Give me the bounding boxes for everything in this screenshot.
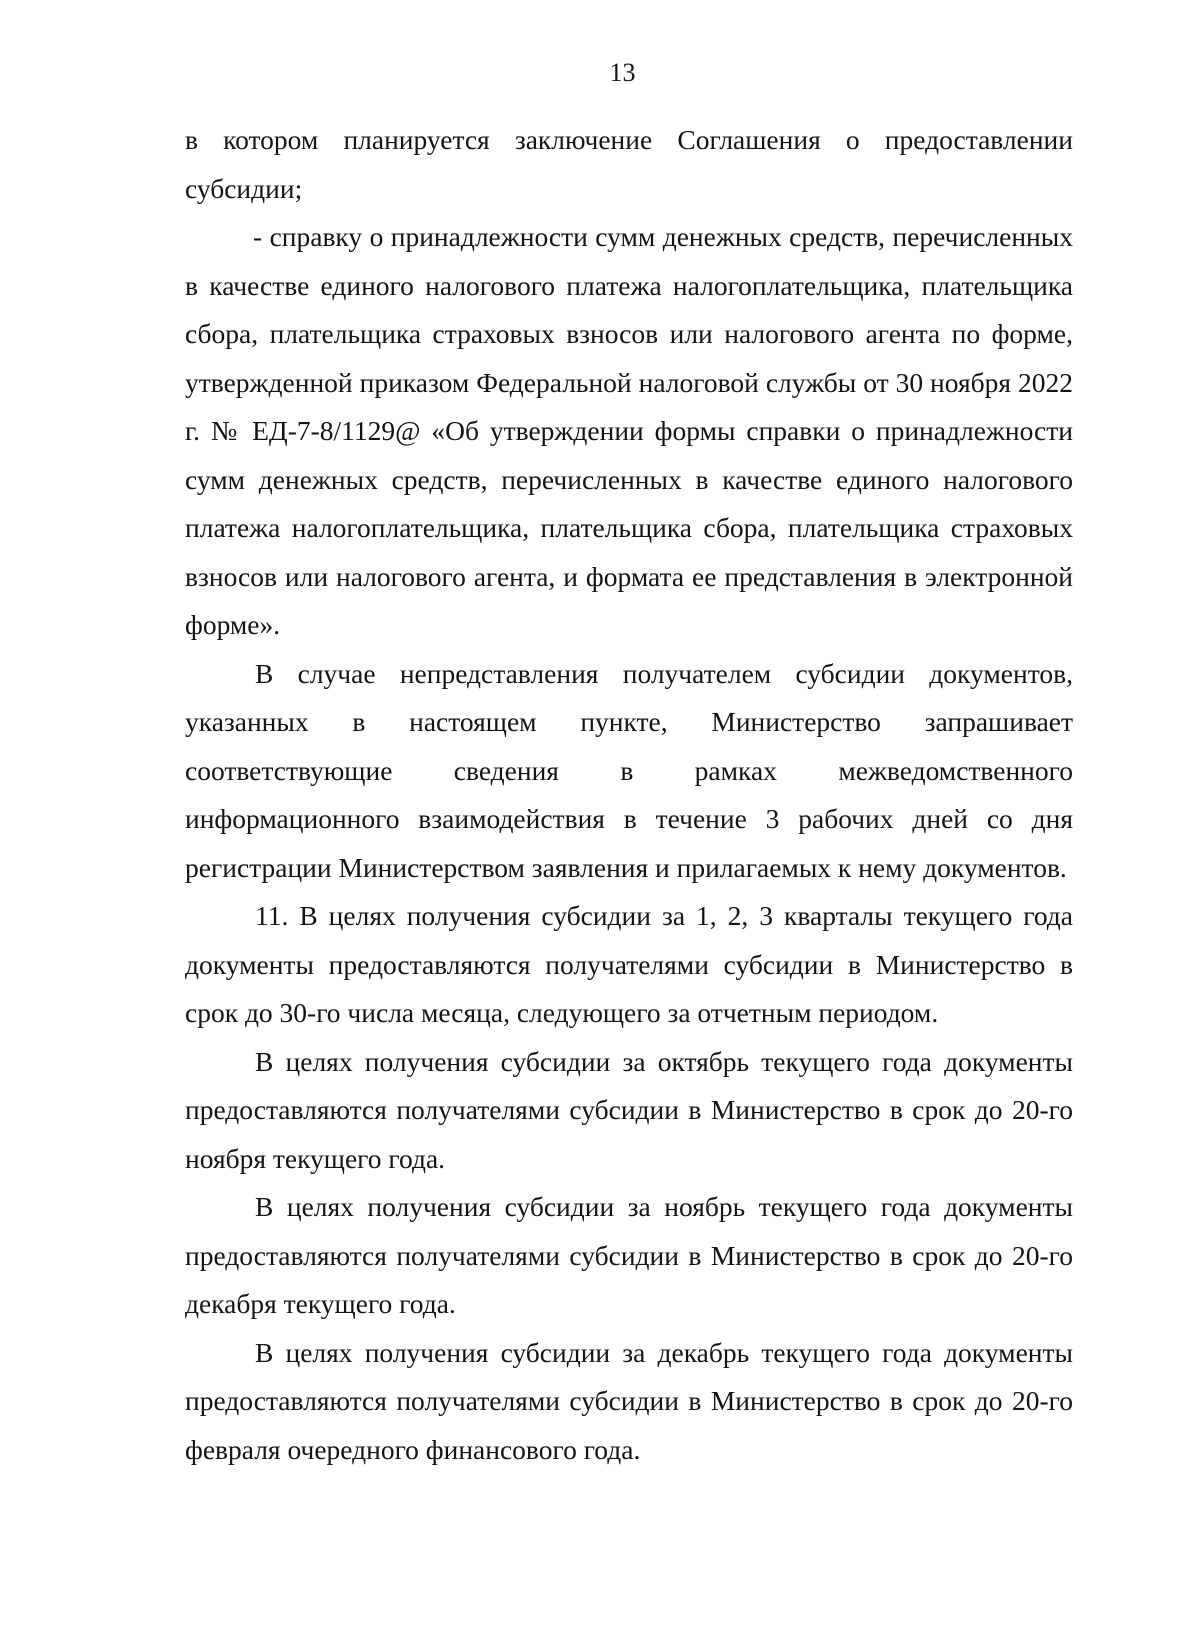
paragraph-non-submission: В случае непредставления получателем субсидии документов, указанных в настоящем пункте, Министерство запрашивает соответствующие сведения в рамках межведомственного информационного взаимодействия в течение 3 рабочих дней со дня регистрации Министерством заявления и прилагаемых к нему документов.	[185, 657, 1073, 883]
paragraph-december: В целях получения субсидии за декабрь текущего года документы предоставляются получателями субсидии в Министерство в срок до 20-го февраля очередного финансового года.	[185, 1336, 1073, 1465]
paragraph-continuation: в котором планируется заключение Соглашения о предоставлении субсидии;	[185, 124, 1073, 204]
paragraph-clause-11: 11. В целях получения субсидии за 1, 2, 3 кварталы текущего года документы предоставляются получателями субсидии в Министерство в срок до 30-го числа месяца, следующего за отчетным периодом.	[185, 900, 1073, 1028]
paragraph-november: В целях получения субсидии за ноябрь текущего года документы предоставляются получателями субсидии в Министерство в срок до 20-го декабря текущего года.	[185, 1191, 1073, 1319]
paragraph-october: В целях получения субсидии за октябрь текущего года документы предоставляются получателями субсидии в Министерство в срок до 20-го ноября текущего года.	[185, 1045, 1073, 1174]
document-body	[185, 116, 1073, 1474]
paragraph-certificate-item: - справку о принадлежности сумм денежных средств, перечисленных в качестве единого налогового платежа налогоплательщика, плательщика сбора, плательщика страховых взносов или налогового агента по форме, утвержденной приказом Федеральной налоговой службы от 30 ноября 2022 г. № ЕД-7-8/1129@ «Об утверждении формы справки о принадлежности сумм денежных средств, перечисленных в качестве единого налогового платежа налогоплательщика, плательщика сбора, плательщика страховых взносов или налогового агента, и формата ее представления в электронной форме».	[185, 221, 1073, 640]
page-number: 13	[609, 58, 636, 87]
